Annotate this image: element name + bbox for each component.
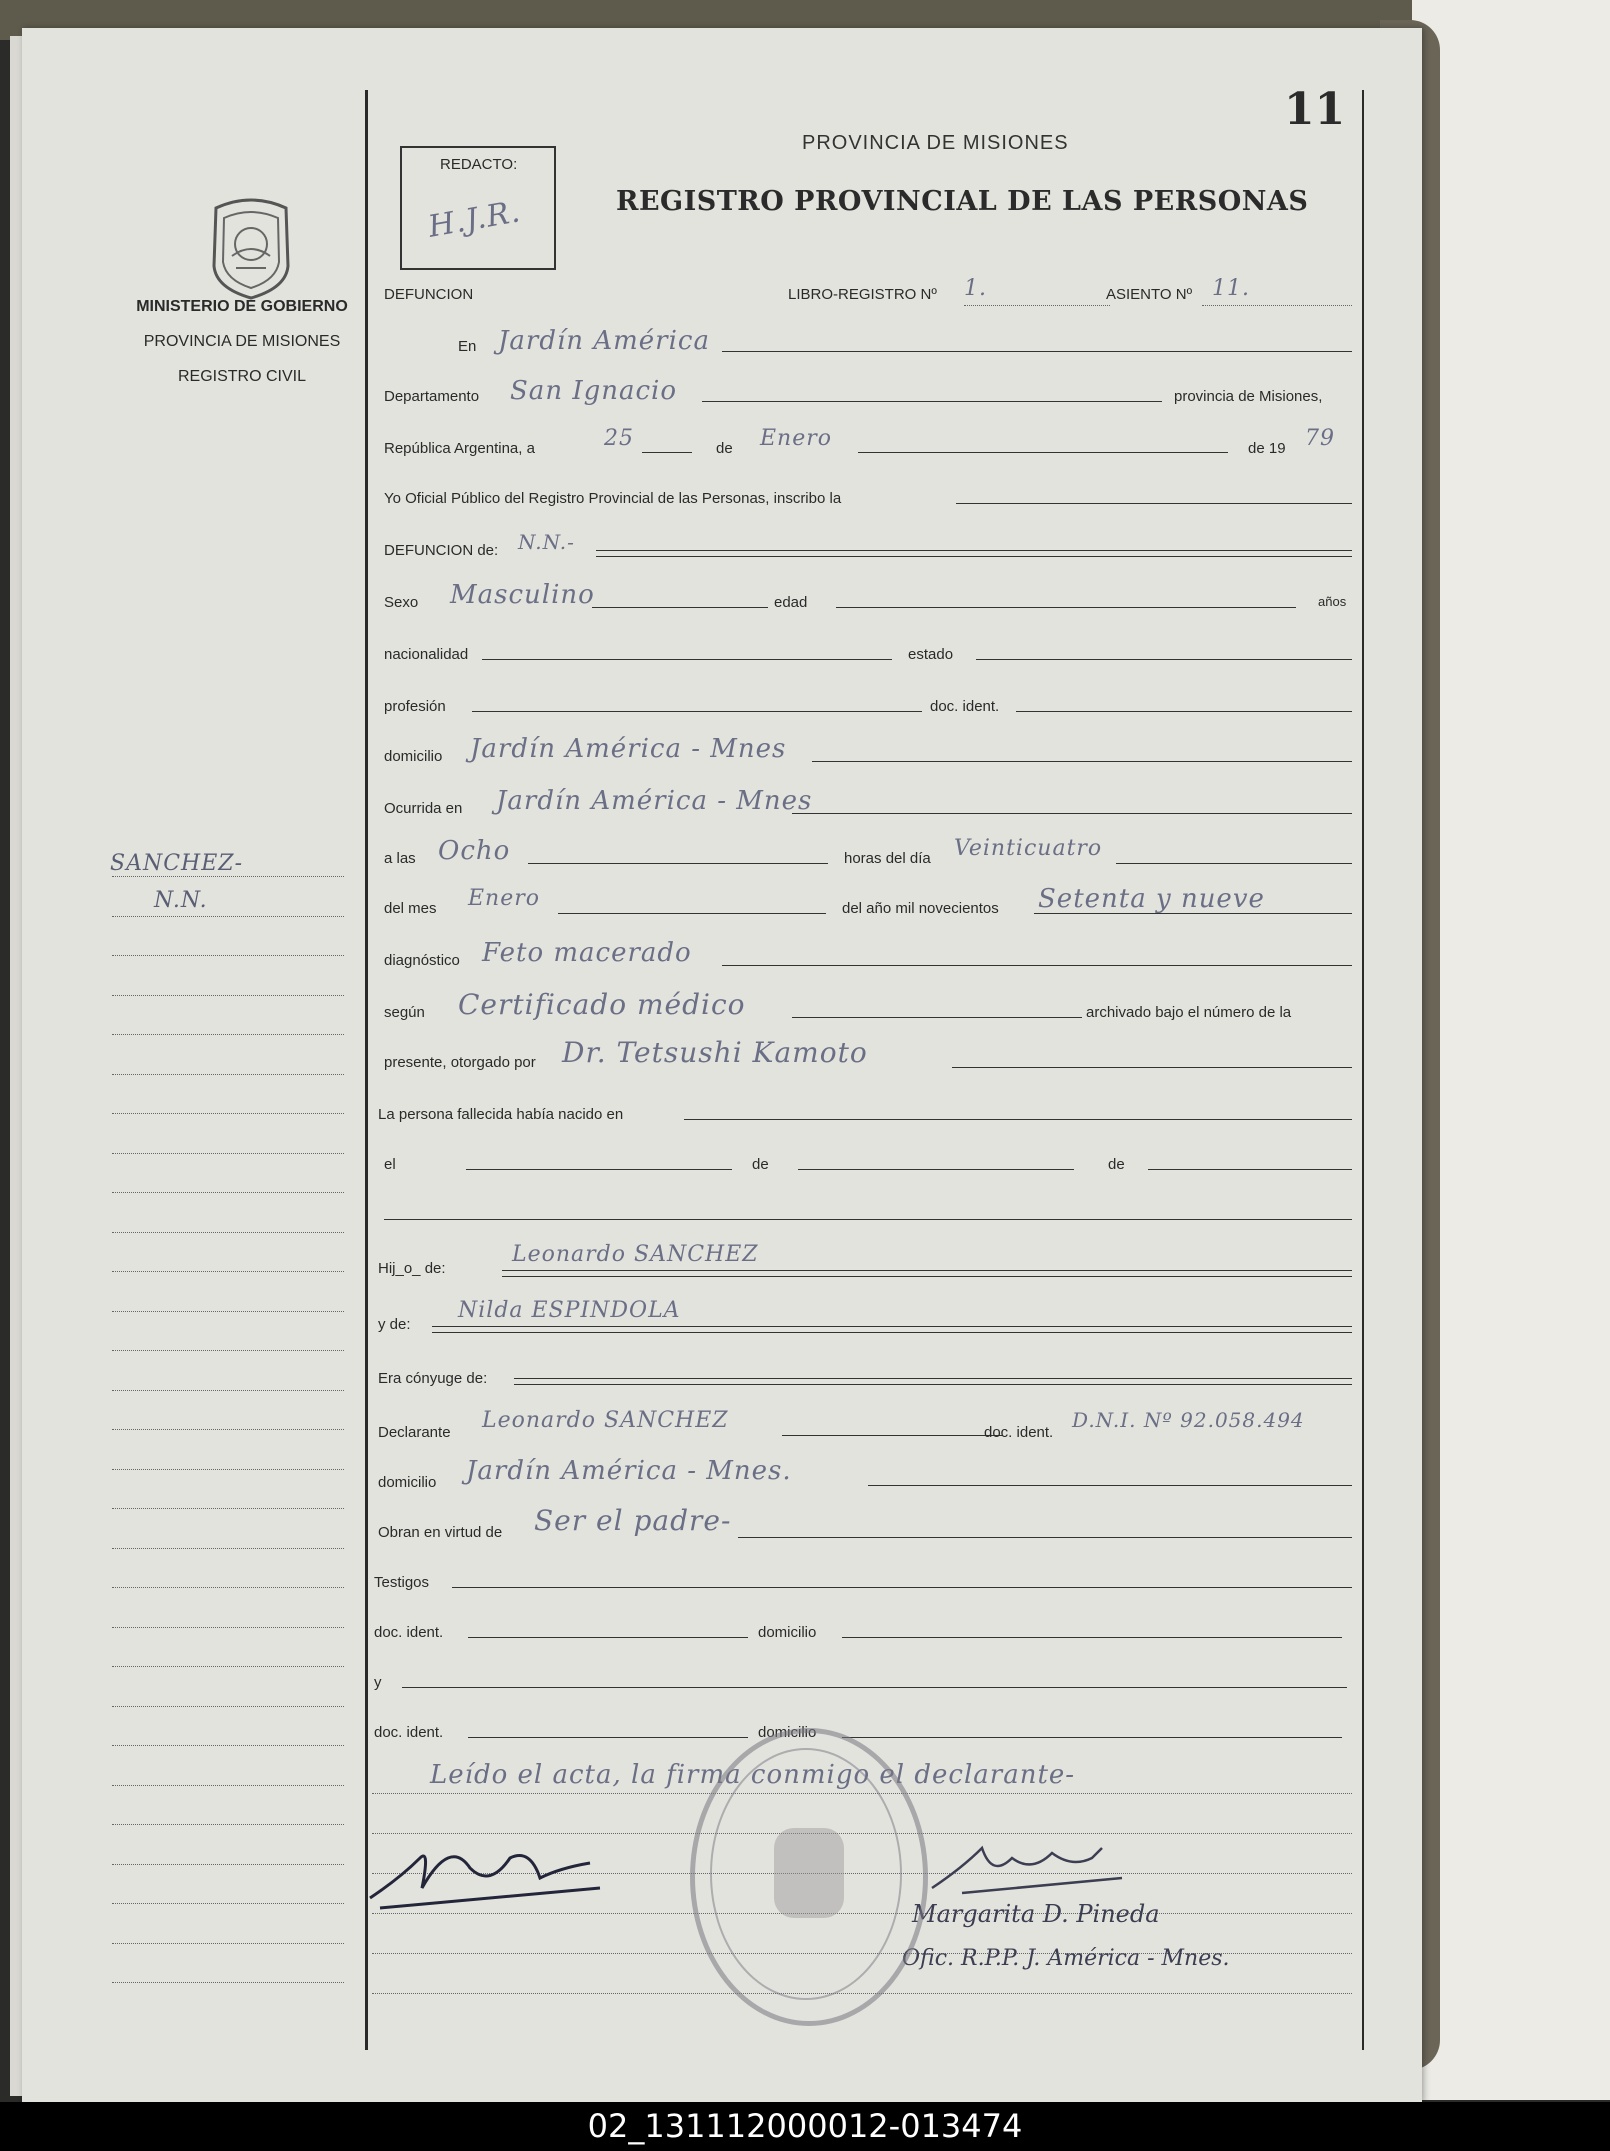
a-las-label: a las [384,850,416,867]
official-name: Margarita D. Pineda [912,1900,1160,1928]
margin-line [112,1271,344,1272]
horas-line [1116,863,1352,864]
margin-line [112,1943,344,1944]
official-signature [922,1828,1162,1908]
ministry-label: MINISTERIO DE GOBIERNO [136,298,348,315]
margin-line [112,1232,344,1233]
backing-board [1412,0,1610,2100]
profesion-line [472,711,922,712]
hijo-line-2 [502,1276,1352,1277]
y-de-line-2 [432,1332,1352,1333]
redacto-label: REDACTO: [440,156,518,173]
margin-line [112,995,344,996]
anios-label: años [1318,594,1347,609]
asiento-label: ASIENTO Nº [1106,286,1193,303]
margin-line [112,1153,344,1154]
domicilio-label: domicilio [384,748,443,765]
libro-label: LIBRO-REGISTRO Nº [788,286,937,303]
official-title: Ofic. R.P.P. J. América - Mnes. [902,1946,1230,1971]
testigo2-dom-label: domicilio [758,1724,817,1741]
anio-value: 79 [1305,426,1335,451]
margin-line [112,1824,344,1825]
margin-rule [365,90,368,2050]
margin-line [112,1508,344,1509]
margin-line [112,1074,344,1075]
anio-mil-label: del año mil novecientos [842,900,999,917]
doc-ident-line [1016,711,1352,712]
margin-line [112,1113,344,1114]
el-de-label-1: de [752,1156,769,1173]
republica-label: República Argentina, a [384,440,535,457]
declarante-line [782,1435,1002,1436]
hijo-label: Hij_o_ de: [378,1260,446,1277]
anio-mil-line [1034,913,1352,914]
y-de-value: Nilda ESPINDOLA [458,1298,681,1323]
nacido-line [684,1119,1352,1120]
provincia-suffix: provincia de Misiones, [1174,388,1323,405]
el-label: el [384,1156,396,1173]
diagnostico-line [722,965,1352,966]
testigo1-dom-label: domicilio [758,1624,817,1641]
provincial-emblem [206,196,296,300]
ocurrida-value: Jardín América - Mnes [496,786,813,816]
side-note-name: N.N. [154,888,208,913]
anio-mil-value: Setenta y nueve [1038,884,1265,914]
margin-line [112,1469,344,1470]
diagnostico-value: Feto macerado [482,938,692,968]
testigo1-doc-label: doc. ident. [374,1624,444,1641]
horas-value: Veinticuatro [954,836,1103,861]
margin-line [112,1666,344,1667]
segun-line [792,1017,1082,1018]
margin-line [112,1311,344,1312]
el-line [466,1169,732,1170]
y-de-label: y de: [378,1316,411,1333]
mes2-line [558,913,826,914]
hijo-value: Leonardo SANCHEZ [512,1242,759,1267]
page-number: 11 [1284,84,1346,135]
province-header: PROVINCIA DE MISIONES [802,132,1069,154]
libro-line [964,305,1110,306]
diagnostico-label: diagnóstico [384,952,460,969]
departamento-label: Departamento [384,388,480,405]
a-las-line [528,863,828,864]
margin-line [112,1864,344,1865]
asiento-value: 11. [1212,276,1250,301]
departamento-value: San Ignacio [510,376,678,406]
margin-line [112,1390,344,1391]
mes2-value: Enero [468,886,541,911]
conyuge-label: Era cónyuge de: [378,1370,488,1387]
margin-line [112,876,344,877]
nacido-label: La persona fallecida había nacido en [378,1106,624,1123]
sexo-label: Sexo [384,594,419,611]
margin-line [112,916,344,917]
estado-line [976,659,1352,660]
margin-line [112,1429,344,1430]
y-line [402,1687,1347,1688]
register-page [22,28,1422,2103]
en-value: Jardín América [498,326,710,356]
hijo-line-1 [502,1270,1352,1271]
declarante-dom-value: Jardín América - Mnes. [466,1456,792,1486]
conyuge-line-2 [514,1384,1352,1385]
ocurrida-label: Ocurrida en [384,800,463,817]
edad-line [836,607,1296,608]
declarant-signature [360,1818,620,1928]
dia-value: 25 [604,426,634,451]
anio-prefix: de 19 [1248,440,1286,457]
dia-line [642,452,692,453]
province-label: PROVINCIA DE MISIONES [143,333,341,350]
presente-label: presente, otorgado por [384,1054,536,1071]
presente-line [952,1067,1352,1068]
defuncion-line-1 [596,550,1352,551]
image-id-footer: 02_131112000012-013474 [0,2102,1610,2151]
domicilio-line [812,761,1352,762]
presente-value: Dr. Tetsushi Kamoto [562,1036,868,1069]
testigo2-doc-label: doc. ident. [374,1724,444,1741]
conyuge-line-1 [514,1378,1352,1379]
declarante-doc-label: doc. ident. [984,1424,1054,1441]
official-seal [690,1728,928,2026]
testigos-label: Testigos [374,1574,430,1591]
defuncion-line-2 [596,556,1352,557]
horas-label: horas del día [844,850,931,867]
asiento-line [1202,305,1352,306]
en-line [722,351,1352,352]
nacionalidad-line [482,659,892,660]
libro-value: 1. [964,276,987,301]
registry-title: REGISTRO PROVINCIAL DE LAS PERSONAS [616,186,1309,217]
blank-line [384,1219,1352,1220]
declarante-dom-line [868,1485,1352,1486]
profesion-label: profesión [384,698,446,715]
declarante-dom-label: domicilio [378,1474,437,1491]
mes-label: del mes [384,900,437,917]
obran-line [738,1537,1352,1538]
declarante-label: Declarante [378,1424,451,1441]
margin-line [112,1903,344,1904]
el-de-label-2: de [1108,1156,1125,1173]
y-de-line-1 [432,1326,1352,1327]
doc-ident-label: doc. ident. [930,698,1000,715]
testigos-line [452,1587,1352,1588]
defuncion-label: DEFUNCION [384,286,474,303]
domicilio-value: Jardín América - Mnes [470,734,787,764]
ocurrida-line [792,813,1352,814]
margin-line [112,1785,344,1786]
obran-value: Ser el padre- [534,1504,732,1537]
testigo2-dom-line [842,1737,1342,1738]
el-de-line-2 [1148,1169,1352,1170]
testigo1-dom-line [842,1637,1342,1638]
civil-registry-label: REGISTRO CIVIL [177,368,307,385]
y-label: y [374,1674,382,1691]
archivado-label: archivado bajo el número de la [1086,1004,1292,1021]
right-rule [1362,90,1364,2050]
obran-label: Obran en virtud de [378,1524,503,1541]
redacto-box [400,146,556,270]
margin-line [112,1587,344,1588]
margin-line [112,1034,344,1035]
nacionalidad-label: nacionalidad [384,646,469,663]
margin-line [112,1982,344,1983]
margin-line [112,1548,344,1549]
oficial-line [956,503,1352,504]
sexo-line [592,607,768,608]
declarante-doc-value: D.N.I. Nº 92.058.494 [1072,1408,1305,1432]
mes-line [858,452,1228,453]
testigo2-doc-line [468,1737,748,1738]
estado-label: estado [908,646,954,663]
segun-label: según [384,1004,425,1021]
redacto-initials: H.J.R. [425,194,524,245]
segun-value: Certificado médico [458,988,746,1021]
margin-line [112,1350,344,1351]
en-label: En [458,338,477,355]
edad-label: edad [774,594,808,611]
seal-emblem-icon [769,1823,849,1923]
margin-line [112,1706,344,1707]
margin-line [112,1627,344,1628]
margin-line [112,955,344,956]
declarante-value: Leonardo SANCHEZ [482,1408,729,1433]
side-note-surname: SANCHEZ- [110,851,244,876]
sexo-value: Masculino [450,580,595,610]
defuncion-de-value: N.N.- [518,530,575,554]
el-de-line-1 [798,1169,1074,1170]
closing-text: Leído el acta, la firma conmigo el declarante- [430,1760,1076,1790]
mes-value: Enero [760,426,833,451]
margin-line [112,1745,344,1746]
de-label: de [716,440,733,457]
oficial-text: Yo Oficial Público del Registro Provincial de las Personas, inscribo la [384,490,842,507]
testigo1-doc-line [468,1637,748,1638]
departamento-line [702,401,1162,402]
margin-line [112,1192,344,1193]
a-las-value: Ocho [438,836,511,866]
defuncion-de-label: DEFUNCION de: [384,542,499,559]
